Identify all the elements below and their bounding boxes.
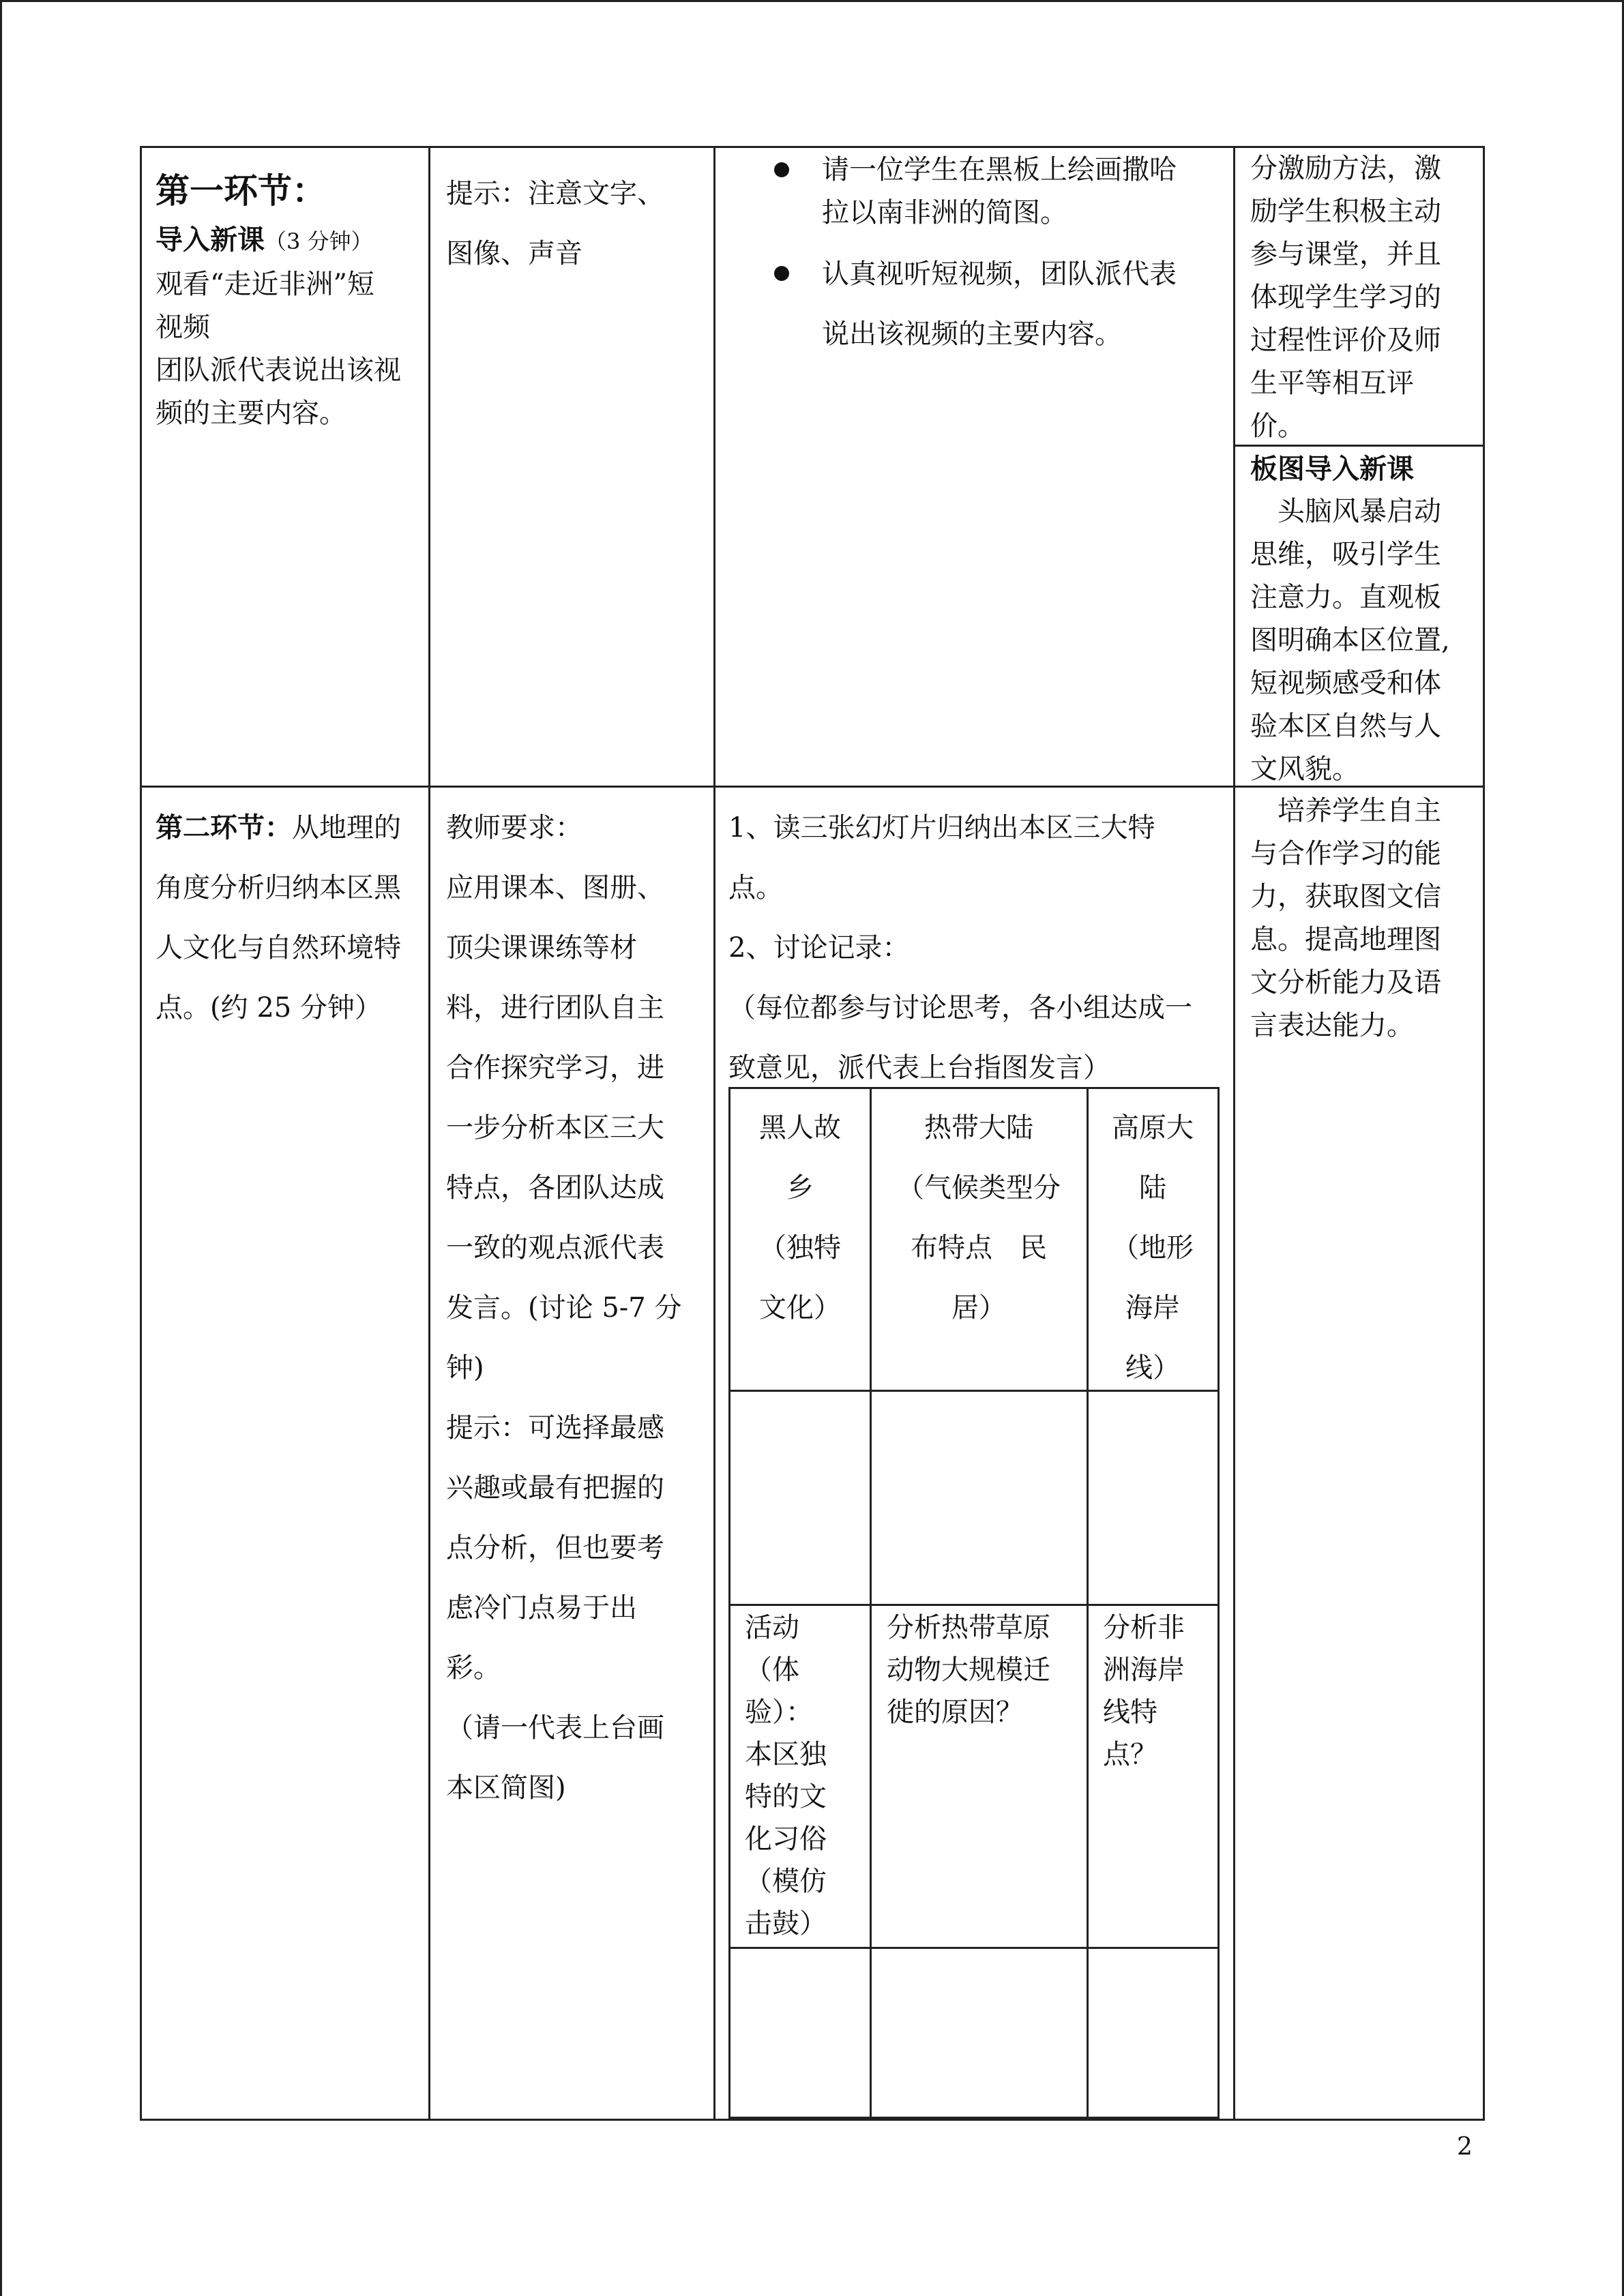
bullet-text-line: 请一位学生在黑板上绘画撒哈 xyxy=(822,154,1177,185)
col-divider-1 xyxy=(428,146,430,2121)
teacher-line: 钟) xyxy=(446,1352,484,1384)
inner-table-right xyxy=(1217,1087,1220,2119)
rationale-line: 分激励方法，激 xyxy=(1250,153,1441,184)
bullet-text-line: 说出该视频的主要内容。 xyxy=(822,318,1122,350)
bullet-dot-icon xyxy=(774,162,789,177)
teacher-line: 兴趣或最有把握的 xyxy=(446,1472,664,1504)
page-number: 2 xyxy=(1457,2133,1473,2161)
rationale-line: 文分析能力及语 xyxy=(1250,967,1441,998)
teacher-line: 应用课本、图册、 xyxy=(446,872,664,904)
section2-text-line: 人文化与自然环境特 xyxy=(156,932,401,964)
hint-line: 提示：注意文字、 xyxy=(446,178,664,209)
teacher-line: 虑冷门点易于出 xyxy=(446,1592,637,1624)
rationale-line: 价。 xyxy=(1250,411,1305,442)
page-left-border xyxy=(0,0,2,2296)
section1-time: （3 分钟） xyxy=(265,228,373,254)
col-divider-2 xyxy=(713,146,715,2121)
teacher-line: 料，进行团队自主 xyxy=(446,992,664,1024)
rationale-line: 与合作学习的能 xyxy=(1250,838,1441,869)
section1-col4-top xyxy=(1250,147,1482,448)
inner-table-left xyxy=(728,1087,730,2119)
rationale-line: 注意力。直观板 xyxy=(1250,582,1441,613)
section1-col1 xyxy=(156,164,418,435)
student-line: （每位都参与讨论思考，各小组达成一 xyxy=(728,992,1192,1024)
rationale-line: 生平等相互评 xyxy=(1250,368,1414,399)
section2-text-line: 从地理的 xyxy=(292,812,401,844)
inner-header-cell: 高原大 陆 （地形 海岸 线） xyxy=(1112,1112,1194,1384)
section2-col4 xyxy=(1250,790,1482,1047)
bullet-dot-icon xyxy=(774,266,789,281)
bullet-item xyxy=(774,252,1228,364)
rationale-line: 培养学生自主 xyxy=(1250,795,1441,826)
section1-text-line: 视频 xyxy=(156,312,210,343)
section2-text-line: 角度分析归纳本区黑 xyxy=(156,872,401,904)
student-line: 2、讨论记录： xyxy=(728,932,910,964)
rationale-line: 思维，吸引学生 xyxy=(1250,539,1441,570)
section2-title: 第二环节： xyxy=(156,811,292,844)
inner-activity-cell: 活动 （体 验）： 本区独 特的文 化习俗 （模仿 击鼓） xyxy=(745,1612,827,1939)
rationale-line: 言表达能力。 xyxy=(1250,1010,1414,1041)
rationale-heading: 板图导入新课 xyxy=(1250,453,1414,485)
rationale-line: 励学生积极主动 xyxy=(1250,196,1441,227)
bullet-text-line: 拉以南非洲的简图。 xyxy=(822,197,1067,228)
section1-subtitle: 导入新课 xyxy=(156,224,265,256)
rationale-line: 息。提高地理图 xyxy=(1250,924,1441,955)
rationale-line: 过程性评价及师 xyxy=(1250,325,1441,356)
student-line: 1、读三张幻灯片归纳出本区三大特 xyxy=(728,812,1155,844)
inner-table-row2 xyxy=(728,1604,1220,1606)
inner-table-bottom xyxy=(728,2117,1220,2119)
bullet-text-line: 认真视听短视频，团队派代表 xyxy=(822,258,1177,290)
teacher-line: 点分析，但也要考 xyxy=(446,1532,664,1564)
teacher-line: 发言。(讨论 5-7 分 xyxy=(446,1292,682,1324)
rationale-line: 力，获取图文信 xyxy=(1250,881,1441,912)
inner-table-row3 xyxy=(728,1947,1220,1949)
rationale-line: 验本区自然与人 xyxy=(1250,711,1441,742)
inner-activity-cell: 分析非 洲海岸 线特 点？ xyxy=(1103,1612,1185,1770)
bullet-item xyxy=(774,149,1228,235)
section1-col2 xyxy=(446,164,709,284)
page-top-border xyxy=(0,0,1624,2)
section1-col3 xyxy=(774,149,1228,364)
section1-col4-bottom xyxy=(1250,447,1482,791)
student-line: 点。 xyxy=(728,872,783,904)
inner-table-col2 xyxy=(1087,1087,1089,2119)
col-divider-3 xyxy=(1233,146,1235,2121)
inner-table-col1 xyxy=(870,1087,872,2119)
inner-table-top xyxy=(728,1087,1220,1089)
rationale-line: 体现学生学习的 xyxy=(1250,282,1441,313)
teacher-line: 提示：可选择最感 xyxy=(446,1412,664,1444)
section1-text-line: 频的主要内容。 xyxy=(156,398,346,429)
section2-text-line: 点。(约 25 分钟） xyxy=(156,992,382,1024)
inner-header-cell: 热带大陆 （气候类型分 布特点 民 居） xyxy=(897,1112,1061,1324)
section1-text-line: 团队派代表说出该视 xyxy=(156,355,401,386)
section2-col2 xyxy=(446,798,709,1818)
inner-header-cell: 黑人故 乡 （独特 文化） xyxy=(759,1112,841,1324)
teacher-line: 教师要求： xyxy=(446,812,582,844)
section2-col3 xyxy=(728,798,1226,1098)
rationale-line: 参与课堂，并且 xyxy=(1250,239,1441,270)
rationale-line: 短视频感受和体 xyxy=(1250,668,1441,699)
rationale-line: 文风貌。 xyxy=(1250,754,1359,785)
section1-title: 第一环节： xyxy=(156,170,326,211)
section1-text-line: 观看“走近非洲”短 xyxy=(156,269,374,300)
teacher-line: 一致的观点派代表 xyxy=(446,1232,664,1264)
rationale-line: 头脑风暴启动 xyxy=(1250,496,1441,527)
teacher-line: 特点，各团队达成 xyxy=(446,1172,664,1204)
teacher-line: 合作探究学习，进 xyxy=(446,1052,664,1084)
rationale-line: 图明确本区位置, xyxy=(1250,625,1450,656)
student-line: 致意见，派代表上台指图发言） xyxy=(728,1052,1110,1084)
teacher-line: 本区简图) xyxy=(446,1772,566,1804)
teacher-line: 一步分析本区三大 xyxy=(446,1112,664,1144)
teacher-line: （请一代表上台画 xyxy=(446,1712,664,1744)
inner-activity-cell: 分析热带草原 动物大规模迁 徙的原因？ xyxy=(887,1612,1050,1728)
teacher-line: 彩。 xyxy=(446,1652,501,1684)
teacher-line: 顶尖课课练等材 xyxy=(446,932,637,964)
hint-line: 图像、声音 xyxy=(446,238,582,269)
section2-col1 xyxy=(156,798,418,1038)
